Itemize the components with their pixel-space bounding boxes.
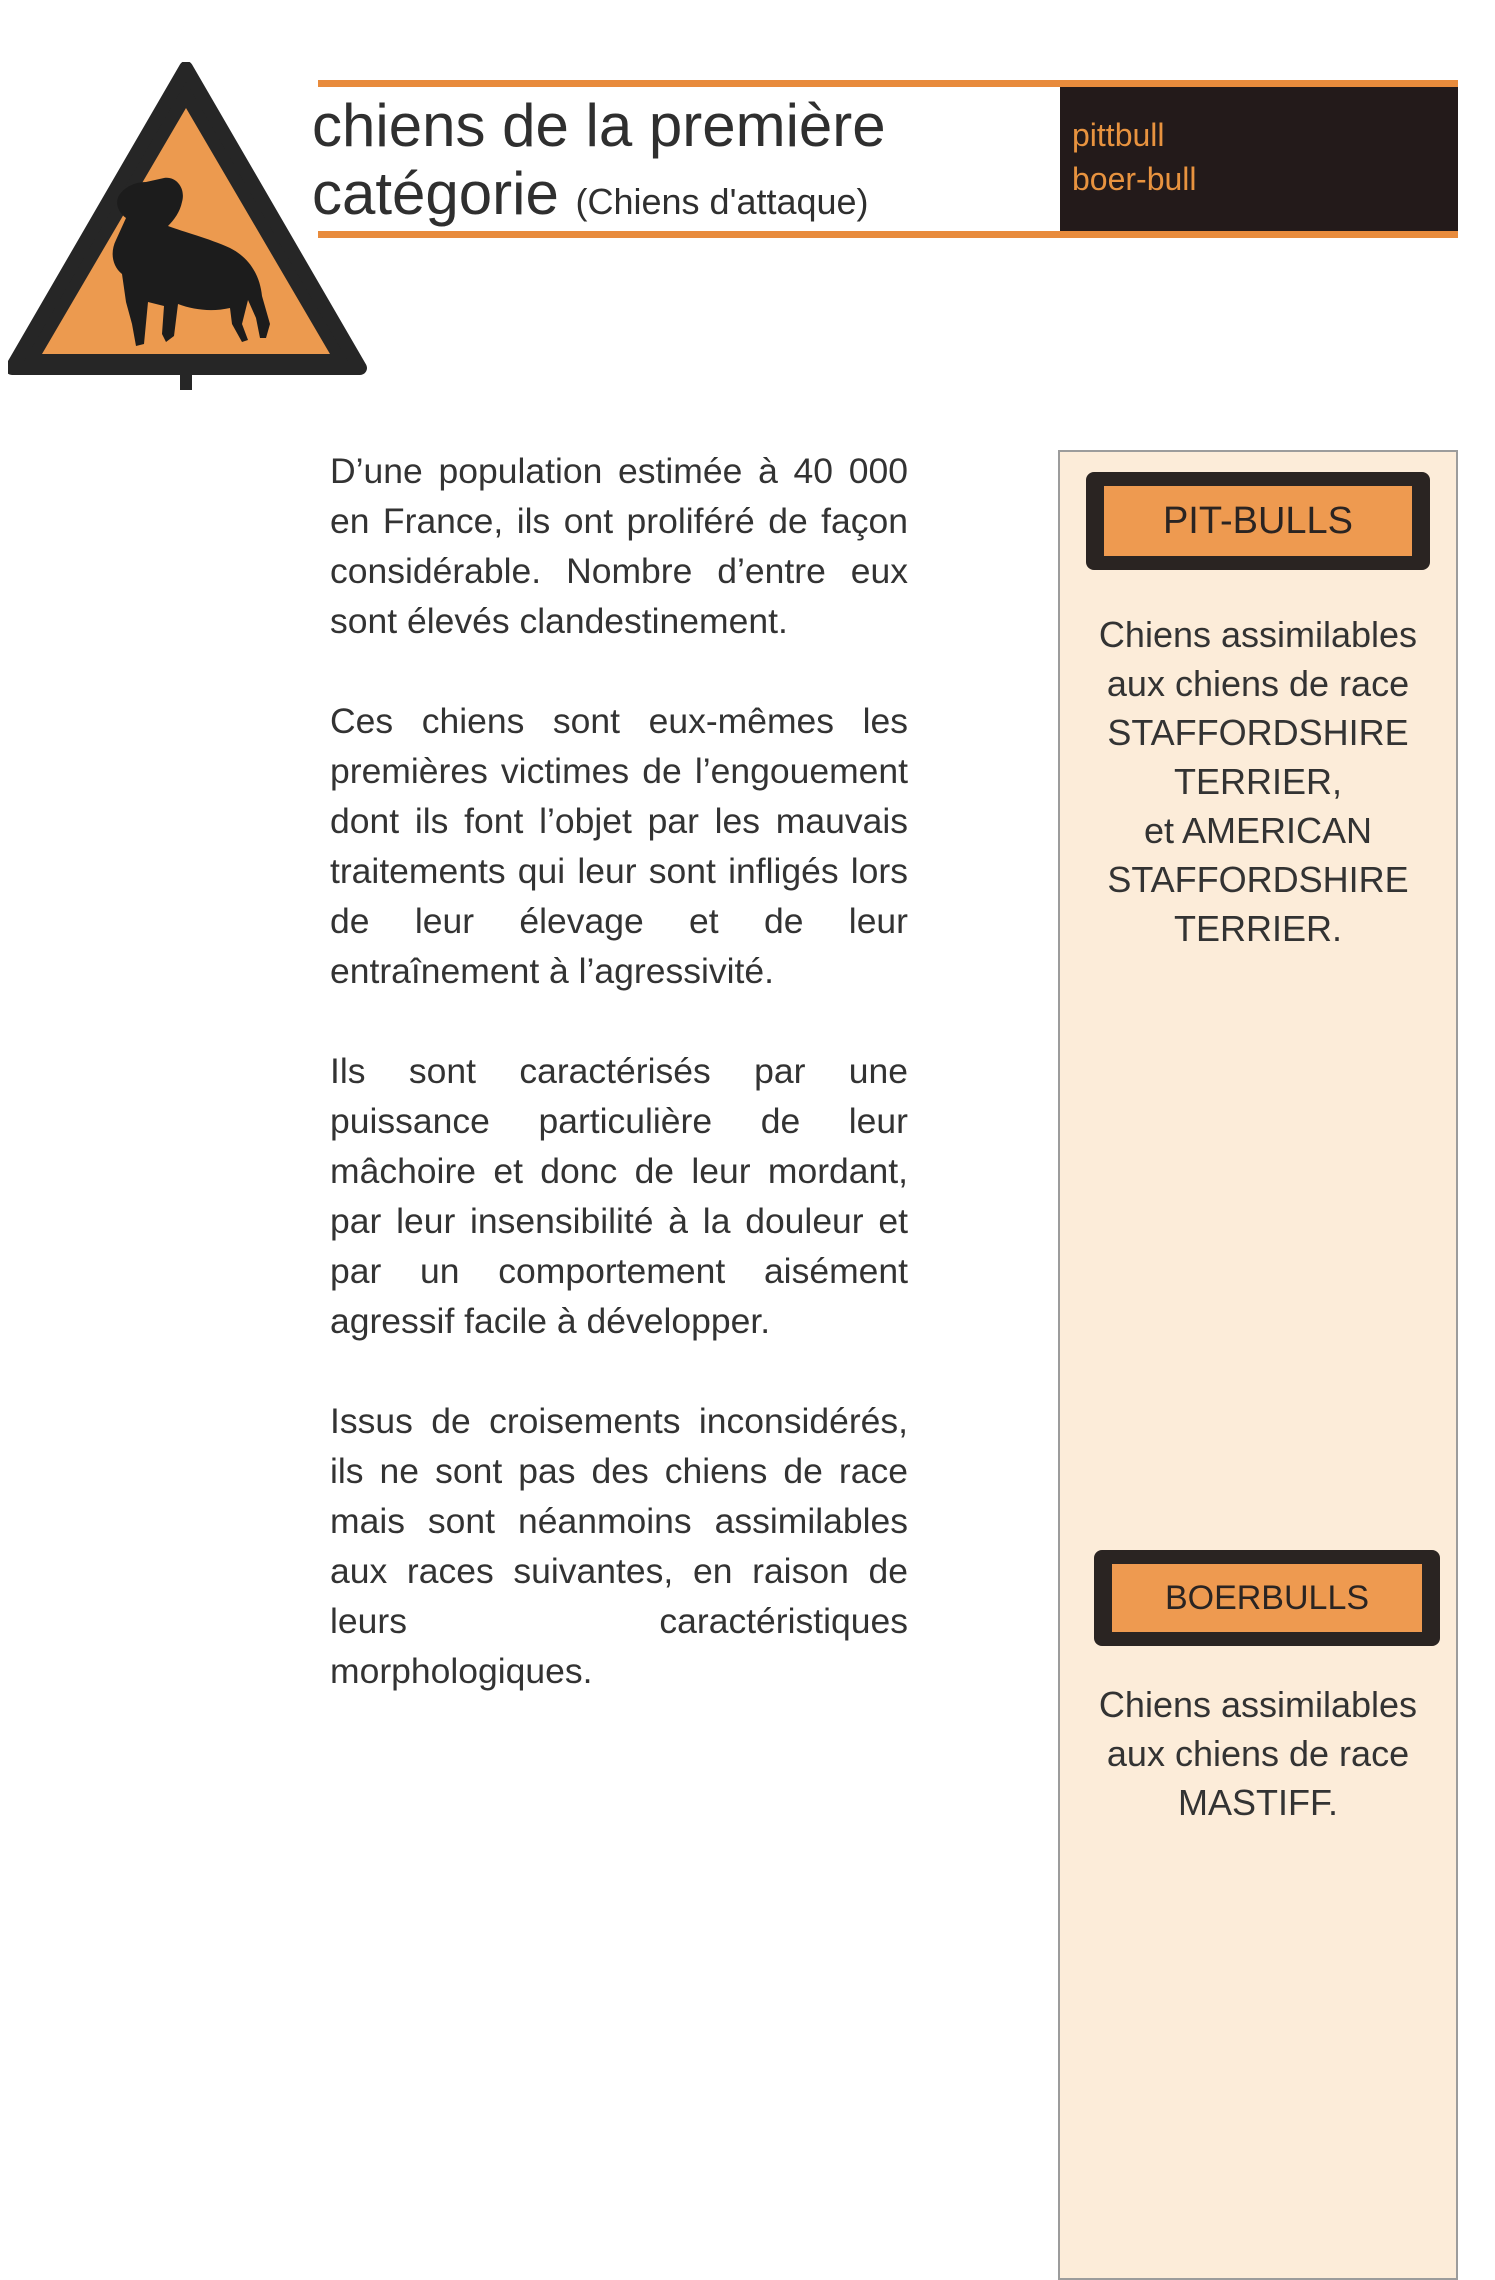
pitbulls-badge xyxy=(1086,472,1430,570)
pitbulls-label: PIT-BULLS xyxy=(1104,486,1412,556)
pitbulls-desc-line: aux chiens de race xyxy=(1106,663,1410,704)
pitbulls-description xyxy=(1060,610,1456,953)
title-line-1: chiens de la première xyxy=(312,92,886,159)
paragraph: Ces chiens sont eux-mêmes les premières victimes de l’engouement dont ils font l’objet par les mauvais traitements qui leur sont infligés lors de leur élevage et de leur entraînement à l’agressivité. xyxy=(330,701,908,991)
page-subtitle: (Chiens d'attaque) xyxy=(575,181,869,222)
title-line-2: catégorie xyxy=(312,160,559,227)
paragraph: Ils sont caractérisés par une puissance particulière de leur mâchoire et donc de leur mordant, par leur insensibilité à la douleur et par un comportement aisément agressif facile à développer. xyxy=(330,1051,908,1341)
pitbulls-desc-line: TERRIER, xyxy=(1173,761,1342,802)
breed-tag: boer-bull xyxy=(1072,161,1197,197)
pitbulls-desc-line: et AMERICAN xyxy=(1143,810,1373,851)
boerbulls-desc-line: MASTIFF. xyxy=(1178,1782,1338,1823)
boerbulls-description xyxy=(1060,1680,1456,1827)
paragraph: Issus de croisements inconsidérés, ils ne sont pas des chiens de race mais sont néanmoins assimilables aux races suivantes, en raison de leurs caractéristiques morphologiques. xyxy=(330,1401,908,1691)
breed-tag: pittbull xyxy=(1072,117,1165,153)
pitbulls-desc-line: TERRIER. xyxy=(1173,908,1342,949)
boerbulls-desc-line: aux chiens de race xyxy=(1106,1733,1410,1774)
page-title xyxy=(312,92,886,236)
boerbulls-label: BOERBULLS xyxy=(1112,1564,1422,1632)
boerbulls-desc-line: Chiens assimilables xyxy=(1098,1684,1418,1725)
paragraph: D’une population estimée à 40 000 en France, ils ont proliféré de façon considérable. Nombre d’entre eux sont élevés clandestinement. xyxy=(330,451,908,641)
pitbulls-desc-line: STAFFORDSHIRE xyxy=(1107,859,1409,900)
pitbulls-desc-line: Chiens assimilables xyxy=(1098,614,1418,655)
boerbulls-badge xyxy=(1094,1550,1440,1646)
breed-tags-box xyxy=(1060,87,1458,231)
pitbulls-desc-line: STAFFORDSHIRE xyxy=(1107,712,1409,753)
body-text xyxy=(330,446,908,1746)
breeds-sidebar xyxy=(1058,450,1458,2280)
